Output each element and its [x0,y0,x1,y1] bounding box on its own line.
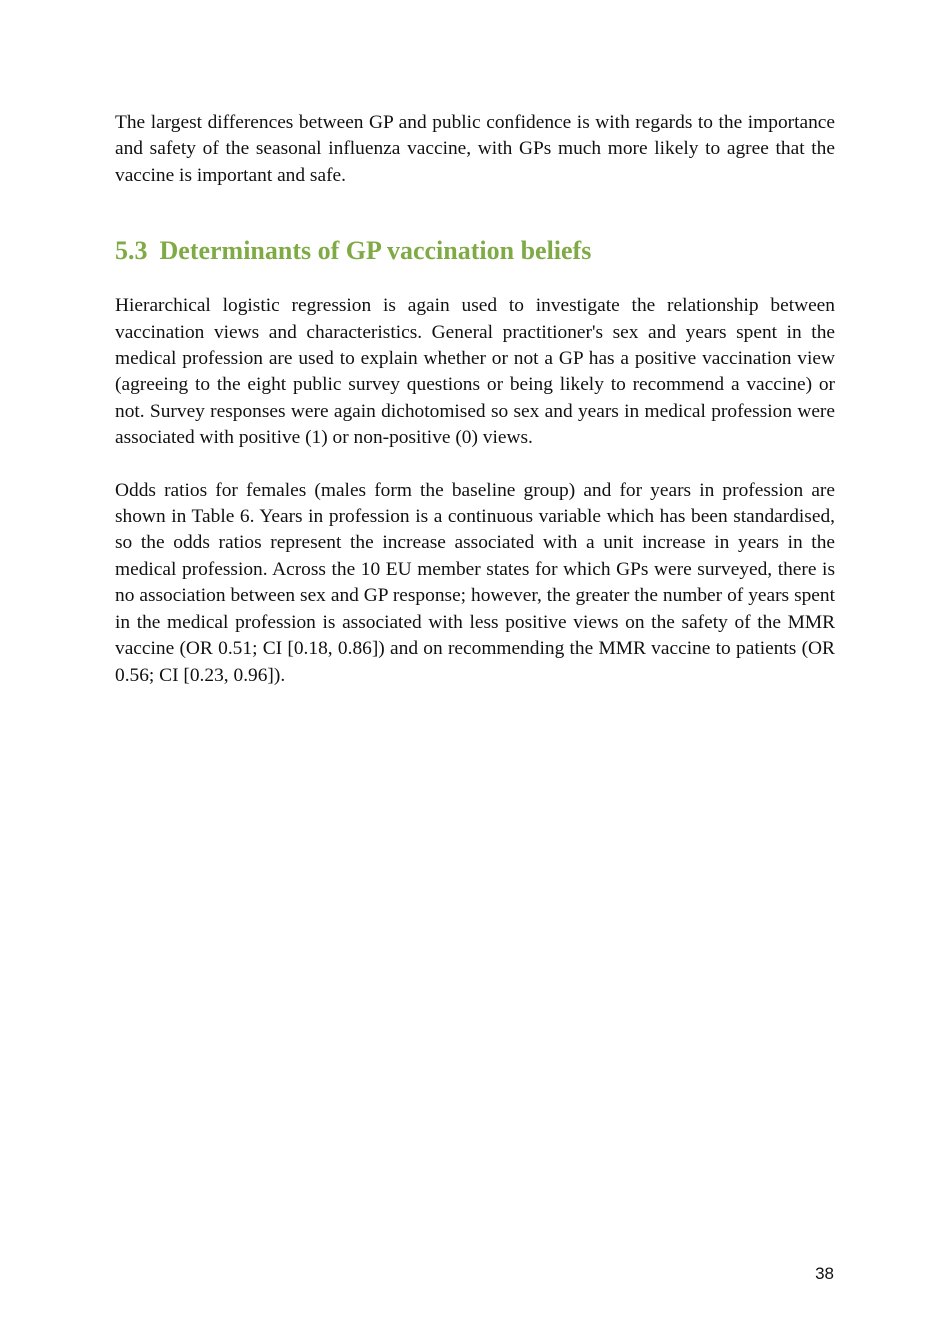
section-number: 5.3 [115,236,148,266]
section-title: Determinants of GP vaccination beliefs [159,236,592,266]
intro-paragraph: The largest differences between GP and public confidence is with regards to the importance and safety of the seasonal influenza vaccine, with GPs much more likely to agree that the vaccine is important and safe. [115,112,835,186]
odds-ratio-paragraph: Odds ratios for females (males form the baseline group) and for years in profession are shown in Table 6. Years in profession is a continuous variable which has been standardised, so the odds ratios represent the increase associated with a unit increase in years in the medical profession. Across the 10 EU member states for which GPs were surveyed, there is no association between sex and GP response; however, the greater the number of years spent in the medical profession is associated with less positive views on the safety of the MMR vaccine (OR 0.51; CI [0.18, 0.86]) and on recommending the MMR vaccine to patients (OR 0.56; CI [0.23, 0.96]). [115,479,835,686]
page-number: 38 [815,1264,834,1283]
regression-paragraph: Hierarchical logistic regression is again used to investigate the relationship between vaccination views and characteristics. General practitioner's sex and years spent in the medical profession are used to explain whether or not a GP has a positive vaccination view (agreeing to the eight public survey questions or being likely to recommend a vaccine) or not. Survey responses were again dichotomised so sex and years in medical profession were associated with positive (1) or non-positive (0) views. [115,295,835,449]
page-content [115,110,835,689]
section-heading [115,235,835,267]
